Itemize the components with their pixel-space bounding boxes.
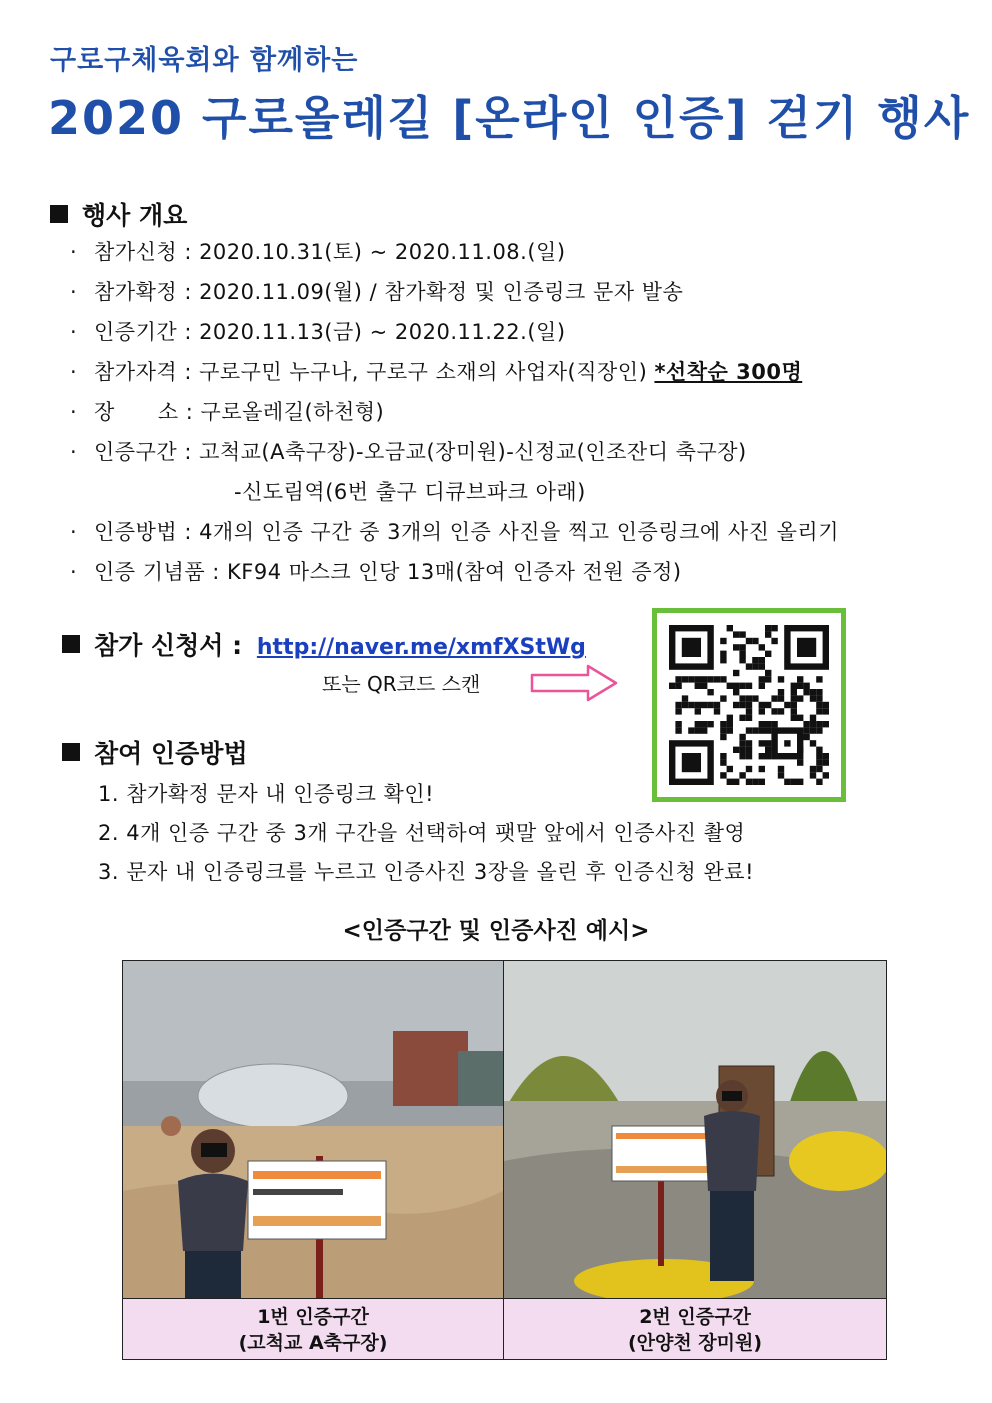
dot-bullet-icon: · (70, 320, 78, 344)
caption-line2: (안양천 장미원) (627, 1332, 763, 1354)
photo-caption-2 (504, 1298, 886, 1359)
application-heading (62, 626, 586, 662)
dot-bullet-icon: · (70, 520, 78, 544)
item-text: -신도림역(6번 출구 디큐브파크 아래) (234, 480, 586, 504)
dot-bullet-icon: · (70, 400, 78, 424)
application-heading-label: 참가 신청서 : (94, 631, 243, 660)
square-bullet-icon (50, 205, 68, 223)
example-photo-2 (504, 961, 886, 1298)
first-come-notice: *선착순 300명 (654, 360, 803, 384)
examples-heading: <인증구간 및 인증사진 예시> (342, 918, 650, 944)
item-text: 인증 기념품 : KF94 마스크 인당 13매(참여 인증자 전원 증정) (94, 560, 682, 584)
method-step: 1. 참가확정 문자 내 인증링크 확인! (98, 782, 435, 806)
photo-caption-1 (123, 1298, 503, 1359)
dot-bullet-icon: · (70, 240, 78, 264)
qr-code[interactable] (652, 608, 846, 802)
overview-item (70, 436, 747, 466)
item-text: 참가신청 : 2020.10.31(토) ~ 2020.11.08.(일) (94, 240, 566, 264)
item-text: 인증방법 : 4개의 인증 구간 중 3개의 인증 사진을 찍고 인증링크에 사진 올리기 (94, 520, 839, 544)
overview-item-continuation (234, 476, 586, 506)
caption-line1: 1번 인증구간 (257, 1306, 369, 1328)
method-step: 2. 4개 인증 구간 중 3개 구간을 선택하여 팻말 앞에서 인증사진 촬영 (98, 821, 746, 845)
item-text: 참가자격 : 구로구민 누구나, 구로구 소재의 사업자(직장인) (94, 360, 655, 384)
overview-heading (50, 196, 187, 232)
item-text: 장 소 : 구로올레길(하천형) (94, 400, 385, 424)
overview-item (70, 396, 384, 426)
method-heading-label: 참여 인증방법 (94, 739, 248, 768)
item-text: 인증기간 : 2020.11.13(금) ~ 2020.11.22.(일) (94, 320, 566, 344)
item-text: 인증구간 : 고척교(A축구장)-오금교(장미원)-신정교(인조잔디 축구장) (94, 440, 747, 464)
event-title: 2020 구로올레길 [온라인 인증] 걷기 행사 (48, 91, 971, 145)
overview-item (70, 556, 682, 586)
caption-line2: (고척교 A축구장) (238, 1332, 388, 1354)
qr-scan-hint: 또는 QR코드 스캔 (322, 672, 481, 696)
example-photo-1 (123, 961, 503, 1298)
item-text: 참가확정 : 2020.11.09(월) / 참가확정 및 인증링크 문자 발송 (94, 280, 684, 304)
dot-bullet-icon: · (70, 560, 78, 584)
square-bullet-icon (62, 743, 80, 761)
dot-bullet-icon: · (70, 360, 78, 384)
overview-item (70, 236, 566, 266)
caption-line1: 2번 인증구간 (639, 1306, 751, 1328)
dot-bullet-icon: · (70, 280, 78, 304)
overview-item (70, 356, 802, 386)
overview-item (70, 316, 566, 346)
right-arrow-icon (530, 664, 618, 702)
square-bullet-icon (62, 635, 80, 653)
overview-item (70, 516, 839, 546)
method-heading (62, 734, 248, 770)
application-link[interactable]: http://naver.me/xmfXStWg (256, 635, 586, 660)
dot-bullet-icon: · (70, 440, 78, 464)
overview-item (70, 276, 683, 306)
overview-heading-label: 행사 개요 (82, 201, 188, 230)
example-photos-table (122, 960, 887, 1360)
event-subtitle: 구로구체육회와 함께하는 (50, 45, 359, 76)
qr-code-icon (669, 625, 829, 785)
method-step: 3. 문자 내 인증링크를 누르고 인증사진 3장을 올린 후 인증신청 완료! (98, 860, 755, 884)
